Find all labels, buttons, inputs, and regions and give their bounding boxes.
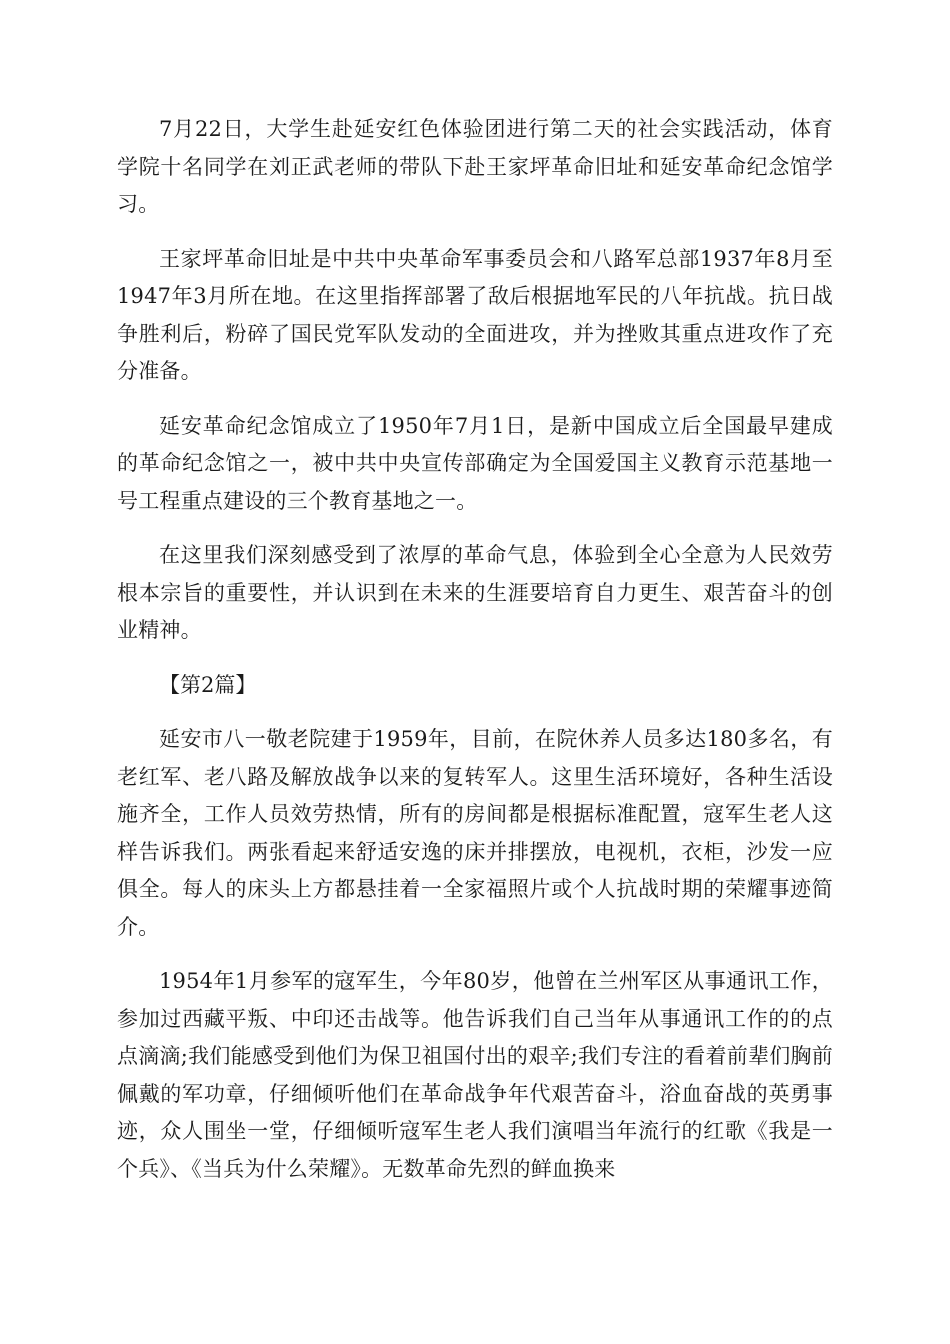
paragraph-6: 1954年1月参军的寇军生，今年80岁，他曾在兰州军区从事通讯工作，参加过西藏平叛、中印还击战等。他告诉我们自己当年从事通讯工作的的点点滴滴;我们能感受到他们为保卫祖国付出的艰辛;我们专注的看着前辈们胸前佩戴的军功章，仔细倾听他们在革命战争年代艰苦奋斗，浴血奋战的英勇事迹，众人围坐一堂，仔细倾听寇军生老人我们演唱当年流行的红歌《我是一个兵》、《当兵为什么荣耀》。无数革命先烈的鲜血换来 (117, 969, 833, 1181)
paragraph-5: 延安市八一敬老院建于1959年，目前，在院休养人员多达180多名，有老红军、老八路及解放战争以来的复转军人。这里生活环境好，各种生活设施齐全，工作人员效劳热情，所有的房间都是根据标准配置，寇军生老人这样告诉我们。两张看起来舒适安逸的床并排摆放，电视机，衣柜，沙发一应俱全。每人的床头上方都悬挂着一全家福照片或个人抗战时期的荣耀事迹简介。 (117, 727, 833, 939)
paragraph-2: 王家坪革命旧址是中共中央革命军事委员会和八路军总部1937年8月至1947年3月所在地。在这里指挥部署了敌后根据地军民的八年抗战。抗日战争胜利后，粉碎了国民党军队发动的全面进攻，并为挫败其重点进攻作了充分准备。 (117, 246, 833, 383)
paragraph-1: 7月22日，大学生赴延安红色体验团进行第二天的社会实践活动，体育学院十名同学在刘正武老师的带队下赴王家坪革命旧址和延安革命纪念馆学习。 (117, 117, 833, 216)
paragraph-3: 延安革命纪念馆成立了1950年7月1日，是新中国成立后全国最早建成的革命纪念馆之一，被中共中央宣传部确定为全国爱国主义教育示范基地一号工程重点建设的三个教育基地之一。 (117, 413, 833, 513)
section-heading: 【第2篇】 (159, 672, 257, 697)
paragraph-4: 在这里我们深刻感受到了浓厚的革命气息，体验到全心全意为人民效劳根本宗旨的重要性，并认识到在未来的生涯要培育自力更生、艰苦奋斗的创业精神。 (117, 543, 833, 642)
document-body (117, 111, 833, 1205)
